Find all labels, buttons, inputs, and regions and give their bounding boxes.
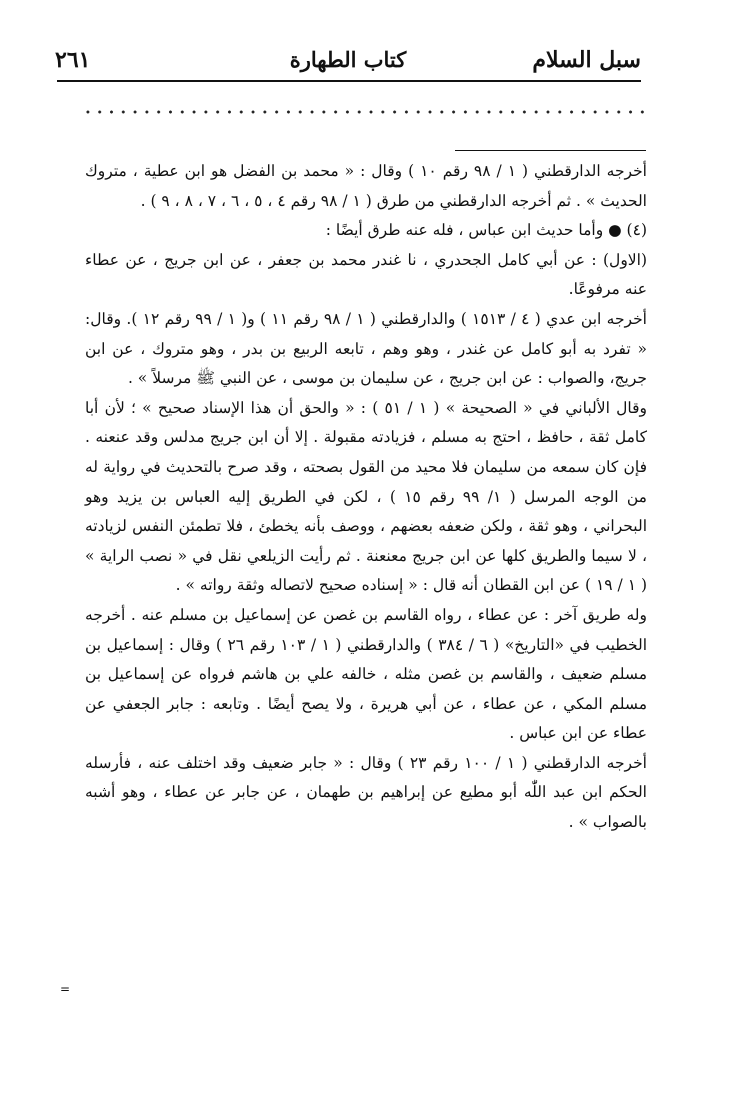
paragraph-3: (الاول) : عن أبي كامل الجحدري ، نا غندر محمد بن جعفر ، عن ابن جريج ، عن عطاء عنه مرفوعًا. xyxy=(85,250,647,299)
paragraph-6: وله طريق آخر : عن عطاء ، رواه القاسم بن غصن عن إسماعيل بن مسلم عنه . أخرجه الخطيب في «التاريخ» ( ٦ / ٣٨٤ ) والدارقطني ( ١ / ١٠٣ رقم ٢٦ ) وقال : إسماعيل بن مسلم ضعيف ، والقاسم بن غصن مثله ، خالفه علي بن هاشم فرواه عن إسماعيل بن مسلم المكي ، عن عطاء ، عن أبي هريرة ، ولا يصح أيضًا . وتابعه : جابر الجعفي عن عطاء عن ابن عباس . xyxy=(85,605,648,743)
paragraph-1: أخرجه الدارقطني ( ١ / ٩٨ رقم ١٠ ) وقال : « محمد بن الفضل هو ابن عطية ، متروك الحديث » . ثم أخرجه الدارقطني من طرق ( ١ / ٩٨ رقم ٤ ، ٥ ، ٦ ، ٧ ، ٨ ، ٩ ) . xyxy=(85,162,647,210)
footnote-body xyxy=(85,157,647,838)
paragraph-5: وقال الألباني في « الصحيحة » ( ١ / ٥١ ) : « والحق أن هذا الإسناد صحيح » ؛ لأن أبا كامل ثقة ، حافظ ، احتج به مسلم ، فزيادته مقبولة . إلا أن ابن جريج مدلس وقد عنعنه . فإن كان سمعه من سليمان فلا محيد من القول بصحته ، وقد صرح بالتحديث في رواية له من الوجه المرسل ( ١/ ٩٩ رقم ١٥ ) ، لكن في الطريق إليه العباس بن يزيد وهو البحراني ، وهو ثقة ، ولكن ضعفه بعضهم ، ووصف بأنه يخطئ ، فلا تطمئن النفس لزيادته ، لا سيما والطريق كلها عن ابن جريج معنعنة . ثم رأيت الزيلعي نقل في « نصب الراية » ( ١ / ١٩ ) عن ابن القطان أنه قال : « إسناده صحيح لاتصاله وثقة رواته » . xyxy=(85,398,648,595)
page-header xyxy=(55,40,641,80)
chapter-title: كتاب الطهارة xyxy=(289,47,407,72)
book-title: سبل السلام xyxy=(532,47,641,73)
page-number: ٢٦١ xyxy=(55,47,91,73)
paragraph-7: أخرجه الدارقطني ( ١ / ١٠٠ رقم ٢٣ ) وقال : « جابر ضعيف وقد اختلف عنه ، فأرسله الحكم ابن عبد اللّٰه أبو مطيع عن إبراهيم بن طهمان ، عن جابر عن عطاء ، وهو أشبه بالصواب » . xyxy=(85,753,647,832)
paragraph-2: (٤) ● وأما حديث ابن عباس ، فله عنه طرق أيضًا : xyxy=(325,221,647,240)
margin-mark: = xyxy=(60,982,71,996)
dotted-separator xyxy=(82,108,647,116)
paragraph-4: أخرجه ابن عدي ( ٤ / ١٥١٣ ) والدارقطني ( ١ / ٩٨ رقم ١١ ) و( ١ / ٩٩ رقم ١٢ ). وقال: « تفرد به أبو كامل عن غندر ، وهو وهم ، تابعه الربيع بن بدر ، وهو متروك ، عن ابن جريج، والصواب : عن ابن جريج ، عن سليمان بن موسى ، عن النبي ﷺ مرسلاً » . xyxy=(85,309,647,388)
footnote-rule xyxy=(455,150,646,151)
header-rule xyxy=(57,80,641,82)
